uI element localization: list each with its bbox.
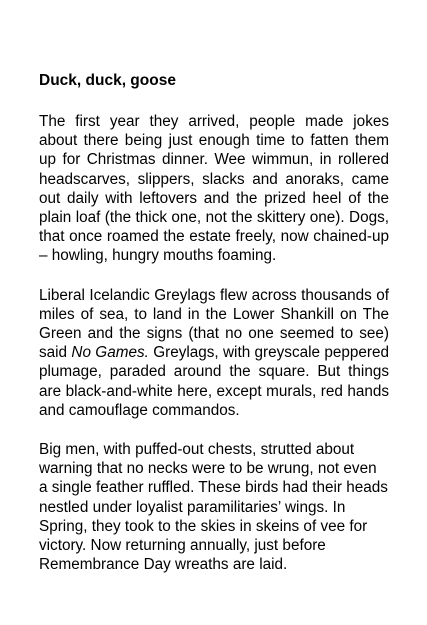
paragraph-2-italic: No Games. (71, 344, 149, 362)
paragraph-2-before: Liberal Icelandic Greylags flew across thousands of miles of sea, to land in the Lower Shankill on The Green and the signs (that no one seemed to see) said (39, 286, 389, 362)
poem-title: Duck, duck, goose (39, 72, 176, 89)
paragraph-1: The first year they arrived, people made jokes about there being just enough time to fatten them up for Christmas dinner. Wee wimmun, in rollered headscarves, slippers, slacks and anoraks, came out daily with leftovers and the prized heel of the plain loaf (the thick one, not the skittery one). Dogs, that once roamed the estate freely, now chained-up – howling, hungry mouths foaming. (39, 113, 389, 265)
paragraph-3: Big men, with puffed-out chests, strutted about warning that no necks were to be wrung, not even a single feather ruffled. These birds had their heads nestled under loyalist paramilitaries’ wings. In Spring, they took to the skies in skeins of vee for victory. Now returning annually, just before Remembrance Day wreaths are laid. (39, 441, 388, 574)
poem-page (39, 71, 389, 594)
paragraph-2 (39, 286, 389, 420)
paragraph-2-after: Greylags, with greyscale peppered plumage, paraded around the square. But things are black-and-white here, except murals, red hands and camouflage commandos. (39, 344, 389, 419)
